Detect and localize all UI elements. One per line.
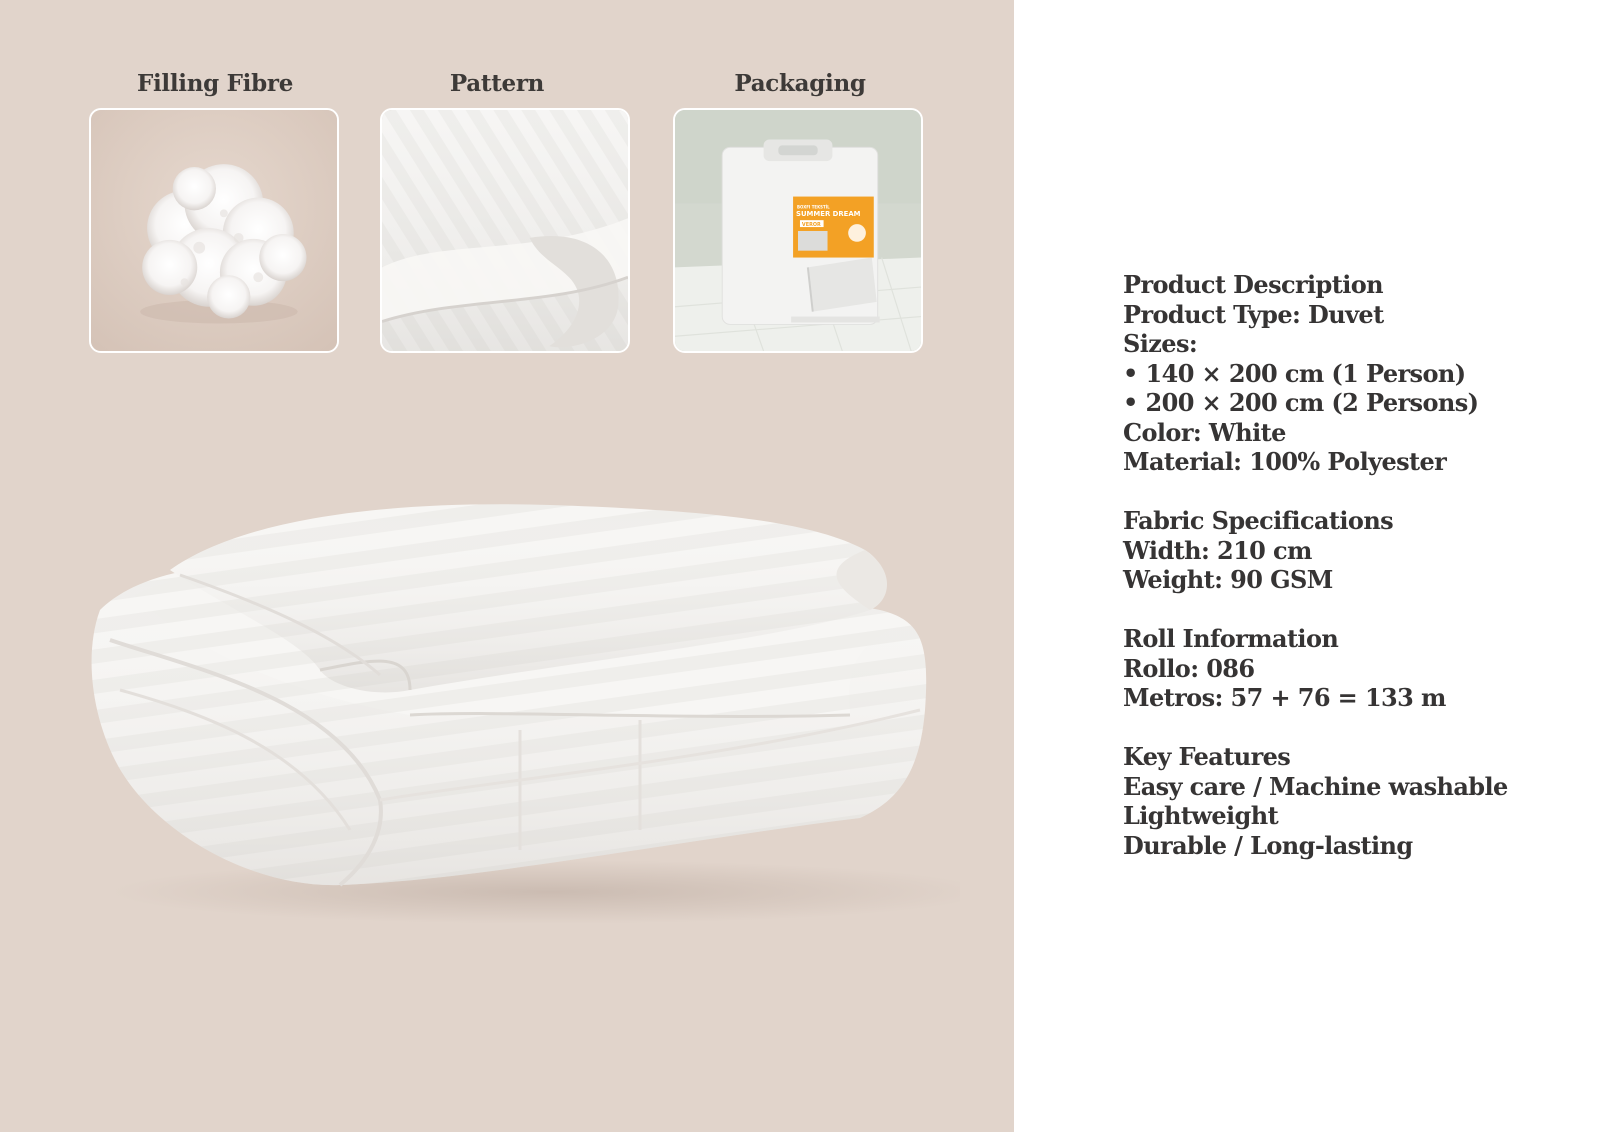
key-features-heading: Key Features — [1123, 742, 1291, 771]
product-description-heading: Product Description — [1123, 270, 1383, 299]
feature-item: Lightweight — [1123, 801, 1279, 830]
sizes-label: Sizes: — [1123, 329, 1198, 358]
packaging-image — [673, 108, 923, 353]
product-material: Material: 100% Polyester — [1123, 447, 1447, 476]
fabric-weight: Weight: 90 GSM — [1123, 565, 1333, 594]
size-item: • 140 × 200 cm (1 Person) — [1123, 358, 1466, 388]
thumb-label-filling-fibre: Filling Fibre — [136, 70, 294, 97]
size-item: • 200 × 200 cm (2 Persons) — [1123, 388, 1479, 417]
packaging-brand-text: BOXFI TEKSTİL — [797, 204, 830, 210]
fabric-width: Width: 210 cm — [1123, 535, 1312, 565]
thumb-label-pattern: Pattern — [449, 70, 545, 97]
roll-metros: Metros: 57 + 76 = 133 m — [1123, 683, 1446, 712]
thumb-label-packaging: Packaging — [734, 70, 866, 97]
product-description — [1123, 270, 1583, 860]
roll-number: Rollo: 086 — [1123, 653, 1255, 683]
packaging-product-name: SUMMER DREAM — [796, 210, 861, 219]
feature-item: Durable / Long-lasting — [1123, 830, 1413, 860]
product-color: Color: White — [1123, 417, 1286, 447]
product-type: Product Type: Duvet — [1123, 299, 1384, 329]
folded-duvet-image — [80, 500, 960, 930]
roll-information-heading: Roll Information — [1123, 624, 1339, 653]
filling-fibre-image — [89, 108, 339, 353]
fabric-specifications-heading: Fabric Specifications — [1123, 506, 1394, 535]
packaging-tag: VEROR — [801, 222, 821, 229]
pattern-image — [380, 108, 630, 353]
feature-item: Easy care / Machine washable — [1123, 771, 1508, 801]
